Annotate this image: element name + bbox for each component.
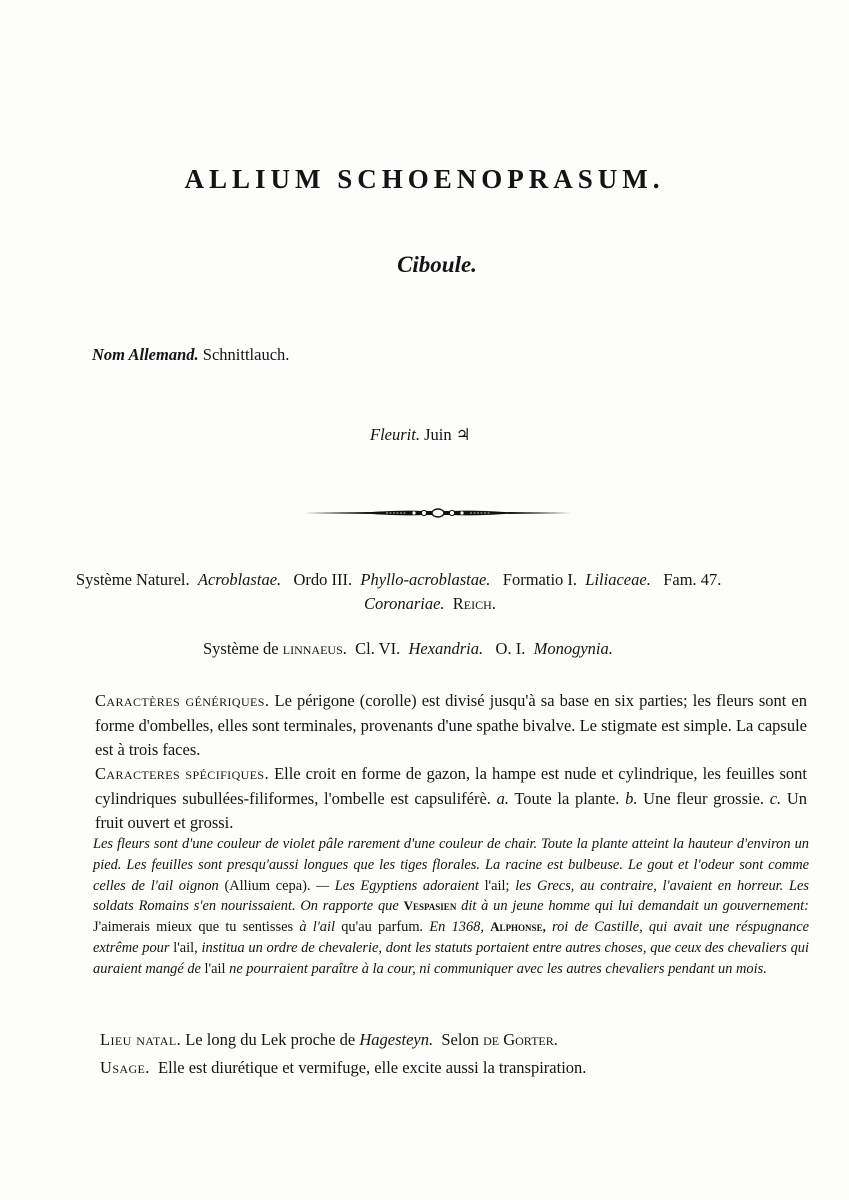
natural-system-order-name: Phyllo-acroblastae. (360, 570, 491, 589)
notes-quote: J'aimerais mieux que tu sentisses (93, 919, 294, 936)
native-place-source-author: de Gorter. (483, 1030, 558, 1049)
native-place-source-label: Selon (441, 1030, 479, 1049)
natural-system-order: Ordo III. (293, 570, 353, 589)
linnaeus-order-name: Monogynia. (533, 639, 613, 658)
linnaeus-class-name: Hexandria. (408, 639, 484, 658)
notes-text-16: l'ail (204, 960, 226, 977)
specific-characters-paragraph (95, 762, 807, 836)
german-name-label: Nom Allemand. (92, 345, 199, 364)
figure-caption-b: Une fleur grossie. (643, 788, 765, 808)
native-place-text: Le long du Lek proche de (185, 1030, 356, 1049)
natural-system-line-2 (364, 594, 496, 614)
linnaeus-system-line (203, 639, 613, 659)
generic-characters-heading: Caractères génériques. (95, 691, 270, 710)
figure-label-b: b. (625, 788, 638, 808)
notes-text-4: l'ail; (484, 877, 510, 894)
notes-text-3: — Les Egyptiens adoraient (316, 877, 479, 894)
natural-system-label: Système Naturel. (76, 570, 190, 589)
natural-system-formatio-name: Liliaceae. (585, 570, 651, 589)
usage-text: Elle est diurétique et vermifuge, elle excite aussi la transpiration. (158, 1058, 587, 1077)
native-place-heading: Lieu natal. (100, 1030, 182, 1049)
flowering-line (370, 425, 471, 445)
usage-heading: Usage. (100, 1058, 150, 1077)
figure-label-c: c. (769, 788, 782, 808)
figure-caption-a: Toute la plante. (514, 788, 620, 808)
notes-text-1: Les fleurs sont d'une couleur de violet pâle rarement d'une couleur de chair. Toute la plante atteint la hauteur d'environ un pied. Les feuilles sont presqu'aussi longues que les tiges florales. La racine est bulbeuse. Le gout et l'odeur sont comme celles de l'ail oignon (93, 836, 809, 894)
notes-person-vespasien: Vespasien (403, 898, 457, 914)
generic-characters-paragraph (95, 689, 807, 763)
linnaeus-label: Système de (203, 639, 279, 658)
notes-quote-italic: à l'ail (299, 919, 335, 936)
german-name-line (92, 345, 289, 365)
ornament-divider-icon (302, 503, 574, 523)
flowering-label: Fleurit. (370, 425, 420, 444)
notes-person-alphonse: Alphonse, (490, 919, 546, 935)
notes-year: En 1368, (429, 919, 484, 936)
notes-text-5: les Grecs, au contraire, l'avaient en horreur. Les soldats Romains s'en nourissaient. On rapporte que (93, 877, 809, 915)
notes-text-2: (Allium cepa). (224, 877, 311, 894)
natural-system-author: Reich. (452, 594, 496, 613)
notes-quote-end: qu'au parfum. (341, 919, 424, 936)
notes-text-15: institua un ordre de chevalerie, dont les statuts portaient entre autres choses, que ceux des chevaliers qui auraient mangé de (93, 939, 809, 977)
generic-characters-text: Le périgone (corolle) est divisé jusqu'à sa base en six parties; les fleurs sont en forme d'ombelles, elles sont terminales, provenants d'une spathe bivalve. Le stigmate est simple. La capsule est à trois faces. (95, 691, 808, 759)
natural-system-line-1 (76, 570, 721, 590)
linnaeus-order: O. I. (495, 639, 526, 658)
notes-text-7: dit à un jeune homme qui lui demandait un gouvernement: (461, 898, 809, 915)
figure-label-a: a. (496, 788, 509, 808)
native-place-location: Hagesteyn. (359, 1030, 434, 1049)
specific-characters-text: Elle croit en forme de gazon, la hampe est nude et cylindrique, les feuilles sont cylindriques subullées-filiformes, l'ombelle est capsuliférè. (95, 764, 807, 808)
jupiter-symbol: ♃ (455, 425, 471, 444)
flowering-month: Juin (424, 425, 452, 444)
linnaeus-class: Cl. VI. (355, 639, 401, 658)
page-title: ALLIUM SCHOENOPRASUM. (184, 164, 665, 194)
natural-system-family-name: Coronariae. (364, 594, 445, 613)
usage-line (100, 1058, 800, 1078)
notes-paragraph (93, 834, 809, 980)
notes-text-13: roi de Castille, qui avait une réspugnance extrême pour (93, 919, 809, 956)
native-place-line (100, 1030, 800, 1050)
ornamental-rule (302, 503, 574, 523)
natural-system-formatio: Formatio I. (502, 570, 578, 589)
linnaeus-name: linnaeus. (282, 639, 347, 658)
natural-system-group: Acroblastae. (197, 570, 282, 589)
notes-text-17: ne pourraient paraître à la cour, ni communiquer avec les autres chevaliers pendant un mois. (229, 960, 767, 977)
notes-text-14: l'ail, (173, 939, 198, 956)
figure-caption-c: Un fruit ouvert et grossi. (95, 788, 808, 832)
common-name: Ciboule. (397, 252, 477, 277)
german-name-value: Schnittlauch. (202, 345, 290, 364)
specific-characters-heading: Caracteres spécifiques. (95, 764, 270, 783)
natural-system-family: Fam. 47. (663, 570, 722, 589)
